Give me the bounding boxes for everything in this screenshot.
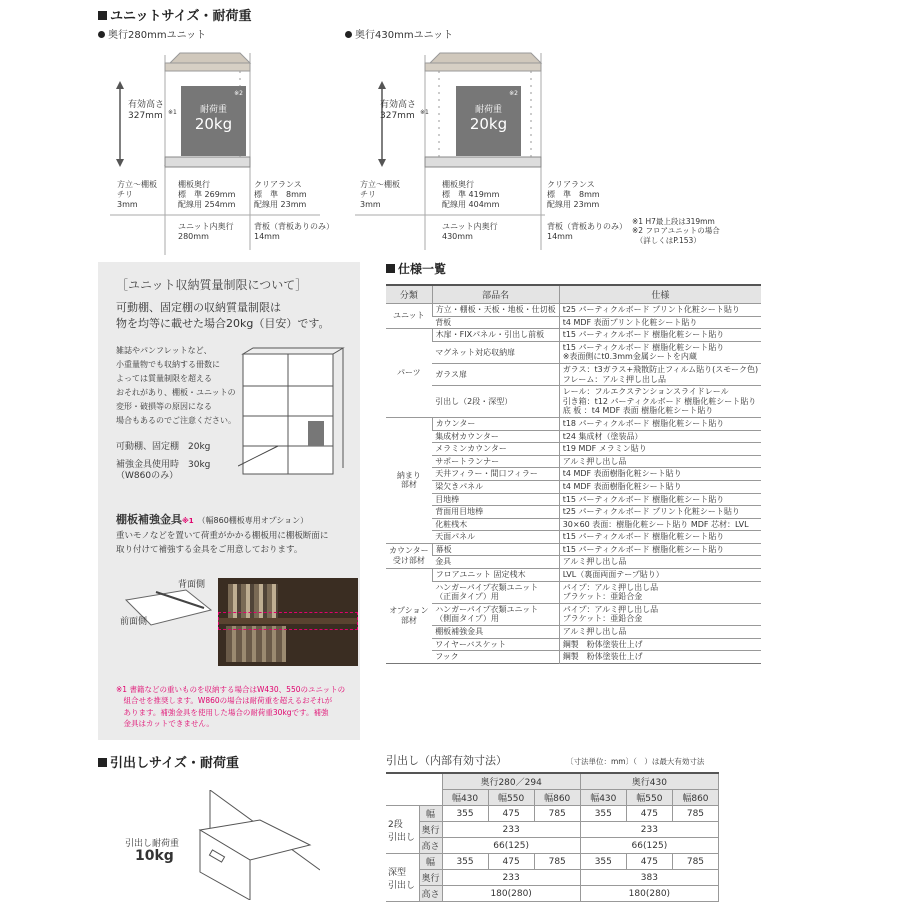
spec-value: アルミ押し出し品	[559, 455, 761, 468]
spec-value: t24 集成材（塗装品）	[559, 430, 761, 443]
spec-part: フック	[432, 651, 559, 664]
bookshelf-illustration	[238, 346, 348, 481]
table-row	[386, 651, 761, 664]
section-title-drawer: 引出しサイズ・耐荷重	[98, 752, 239, 771]
circle-bullet-icon	[345, 31, 352, 38]
depth-430-label: 奥行430mmユニット	[345, 26, 453, 41]
table-row: 深型 引出し 幅 355 475 785 355 475 785	[386, 854, 719, 870]
spec-value: t15 パーティクルボード 樹脂化粧シート貼り	[559, 543, 761, 556]
table-row	[386, 430, 761, 443]
drawer-table-unit: 〔寸法単位：mm〕（ ）は最大有効寸法	[566, 757, 705, 766]
table-row: 奥行 233 233	[386, 822, 719, 838]
shelf-depth: 棚板奥行 標 準 419mm 配線用 404mm	[442, 180, 500, 209]
spec-value: t15 パーティクルボード 樹脂化粧シート貼り ※表面側にt0.3mm金属シートを内蔵	[559, 341, 761, 363]
effective-height-label: 有効高さ 327mm	[380, 100, 417, 122]
spec-value: アルミ押し出し品	[559, 556, 761, 569]
footnotes: ※1 H7最上段は319mm ※2 フロアユニットの場合 （詳しくはP.153）	[632, 217, 720, 245]
square-bullet-icon	[98, 11, 107, 20]
spec-value: t25 パーティクルボード プリント化粧シート貼り	[559, 304, 761, 317]
spec-value: パイプ：アルミ押し出し品 ブラケット：亜鉛合金	[559, 581, 761, 603]
spec-value: 30×60 表面：樹脂化粧シート貼り MDF 芯材：LVL	[559, 518, 761, 531]
spec-value: t19 MDF メラミン貼り	[559, 443, 761, 456]
back-panel: 背板（背板ありのみ） 14mm	[254, 222, 334, 241]
table-row	[386, 443, 761, 456]
back-panel: 背板（背板ありのみ） 14mm	[547, 222, 627, 241]
table-row	[386, 581, 761, 603]
spec-value: t18 パーティクルボード 樹脂化粧シート貼り	[559, 417, 761, 430]
spec-part: 木扉・FIXパネル・引出し前板	[432, 329, 559, 342]
limit-reinforced: 補強金具使用時 30kg （W860のみ）	[116, 460, 211, 482]
warning-note: ※1 書籍などの重いものを収納する場合はW430、550のユニットの 組合せを推奨します。W860の場合は耐荷重を超えるおそれが あります。補強金具を使用した場合の耐荷重30kgです。補強 金具はカットできません。	[116, 685, 346, 728]
spec-value: t15 パーティクルボード 樹脂化粧シート貼り	[559, 329, 761, 342]
square-bullet-icon	[386, 264, 395, 273]
spec-part: 背板	[432, 316, 559, 329]
drawer-table: 奥行280／294 奥行430 幅430 幅550 幅860 幅430 幅550 幅860 2段 引出し 幅 355 475 785 355 475 785 奥行 233 233 高さ 66(125) 66(125) 深型 引出し 幅 355 475 785 355 475 785 奥行 233 383 高さ 180(280) 180(280)	[386, 772, 719, 902]
table-row	[386, 417, 761, 430]
spec-part: 金具	[432, 556, 559, 569]
spec-part: 方立・棚板・天板・地板・仕切板	[432, 304, 559, 317]
spec-part: 天面パネル	[432, 531, 559, 544]
table-row	[386, 386, 761, 418]
spec-value: t4 MDF 表面樹脂化粧シート貼り	[559, 480, 761, 493]
section-title-specs: 仕様一覧	[386, 260, 446, 277]
circle-bullet-icon	[98, 31, 105, 38]
table-row: 高さ 180(280) 180(280)	[386, 886, 719, 902]
spec-table: 分類 部品名 仕様 ユニット 方立・棚板・天板・地板・仕切板 t25 パーティクルボード プリント化粧シート貼り 背板 t4 MDF 表面プリント化粧シート貼り パーツ 木扉・FIXパネル・引出し前板 t15 パーティクルボード 樹脂化粧シート貼り マグネット対応収納扉 t15 パーティクルボード 樹脂化粧シート貼り ※表面側にt0.3mm金属シートを内蔵 ガラス扉 ガラス：t3ガラス+飛散防止フィルム貼り(スモーク色) フレーム：アルミ押し出し品 引出し（2段・深型） レール：フルエクステンションスライドレール 引き箱：t12 パーティクルボード 樹脂化粧シート貼り 底 板 ：t4 MDF 表面 樹脂化粧シート貼り 納まり 部材 カウンター t18 パーティクルボード 樹脂化粧シート貼り 集成材カウンター t24 集成材（塗装品） メラミンカウンター t19 MDF メラミン貼り サポートランナー アルミ押し出し品 天井フィラー・間口フィラー t4 MDF 表面樹脂化粧シート貼り 梁欠きパネル t4 MDF 表面樹脂化粧シート貼り 目地棒 t15 パーティクルボード 樹脂化粧シート貼り 背面用目地棒 t25 パーティクルボード プリント化粧シート貼り 化粧桟木 30×60 表面：樹脂化粧シート貼り MDF 芯材：LVL 天面パネル t15 パーティクルボード 樹脂化粧シート貼り カウンター 受け部材 幕板 t15 パーティクルボード 樹脂化粧シート貼り 金具 アルミ押し出し品 オプション 部材 フロアユニット 固定桟木 LVL（裏面両面テープ貼り） ハンガーパイプ衣類ユニット （正面タイプ）用 パイプ：アルミ押し出し品 ブラケット：亜鉛合金 ハンガーパイプ衣類ユニット （側面タイプ）用 パイプ：アルミ押し出し品 ブラケット：亜鉛合金 棚板補強金具 アルミ押し出し品 ワイヤーバスケット 鋼製 粉体塗装仕上げ フック 鋼製 粉体塗装仕上げ	[386, 284, 761, 664]
spec-part: 幕板	[432, 543, 559, 556]
spec-value: t15 パーティクルボード 樹脂化粧シート貼り	[559, 493, 761, 506]
drawer-illustration	[170, 790, 320, 900]
spec-part: 引出し（2段・深型）	[432, 386, 559, 418]
table-row: 奥行 233 383	[386, 870, 719, 886]
spec-value: t15 パーティクルボード 樹脂化粧シート貼り	[559, 531, 761, 544]
square-bullet-icon	[98, 758, 107, 767]
bookshelf-photo	[218, 578, 358, 666]
reinforcement-title: 棚板補強金具※1 （幅860棚板専用オプション）	[116, 513, 309, 526]
clearance-back: クリアランス 標 準 8mm 配線用 23mm	[254, 180, 307, 209]
spec-part: カウンター	[432, 417, 559, 430]
spec-part: ワイヤーバスケット	[432, 638, 559, 651]
table-row	[386, 468, 761, 481]
spec-part: 梁欠きパネル	[432, 480, 559, 493]
table-row	[386, 480, 761, 493]
spec-value: レール：フルエクステンションスライドレール 引き箱：t12 パーティクルボード 樹脂化粧シート貼り 底 板 ：t4 MDF 表面 樹脂化粧シート貼り	[559, 386, 761, 418]
spec-category: パーツ	[386, 329, 432, 418]
spec-value: 鋼製 粉体塗装仕上げ	[559, 651, 761, 664]
shelf-depth: 棚板奥行 標 準 269mm 配線用 254mm	[178, 180, 236, 209]
drawer-load-value: 10kg	[135, 848, 174, 864]
table-row	[386, 304, 761, 317]
clearance-front: 方立〜棚板 チリ 3mm	[117, 180, 157, 209]
clearance-back: クリアランス 標 準 8mm 配線用 23mm	[547, 180, 600, 209]
spec-value: パイプ：アルミ押し出し品 ブラケット：亜鉛合金	[559, 603, 761, 625]
clearance-front: 方立〜棚板 チリ 3mm	[360, 180, 400, 209]
spec-category: ユニット	[386, 304, 432, 329]
spec-value: t25 パーティクルボード プリント化粧シート貼り	[559, 506, 761, 519]
table-row	[386, 518, 761, 531]
table-row	[386, 493, 761, 506]
spec-value: ガラス：t3ガラス+飛散防止フィルム貼り(スモーク色) フレーム：アルミ押し出し品	[559, 363, 761, 385]
load-box: 耐荷重 ※2 20kg	[181, 86, 246, 156]
spec-part: 背面用目地棒	[432, 506, 559, 519]
panel-title: ［ユニット収納質量制限について］	[116, 278, 308, 292]
table-row	[386, 506, 761, 519]
table-row	[386, 329, 761, 342]
spec-category: 納まり 部材	[386, 417, 432, 543]
spec-value: t4 MDF 表面樹脂化粧シート貼り	[559, 468, 761, 481]
table-row	[386, 531, 761, 544]
spec-part: ハンガーパイプ衣類ユニット （正面タイプ）用	[432, 581, 559, 603]
spec-value: アルミ押し出し品	[559, 626, 761, 639]
table-row	[386, 556, 761, 569]
table-row	[386, 543, 761, 556]
table-row	[386, 363, 761, 385]
spec-part: ハンガーパイプ衣類ユニット （側面タイプ）用	[432, 603, 559, 625]
height-note-marker: ※1	[168, 109, 177, 116]
spec-value: t4 MDF 表面プリント化粧シート貼り	[559, 316, 761, 329]
spec-part: フロアユニット 固定桟木	[432, 569, 559, 582]
spec-part: メラミンカウンター	[432, 443, 559, 456]
table-row	[386, 455, 761, 468]
spec-category: オプション 部材	[386, 569, 432, 664]
spec-part: 天井フィラー・間口フィラー	[432, 468, 559, 481]
storage-limit-panel	[98, 262, 360, 740]
limit-standard: 可動棚、固定棚 20kg	[116, 442, 211, 452]
section-title-unit-size: ユニットサイズ・耐荷重	[98, 5, 251, 24]
spec-part: ガラス扉	[432, 363, 559, 385]
drawer-table-title: 引出し（内部有効寸法）	[386, 754, 507, 767]
table-row: 高さ 66(125) 66(125)	[386, 838, 719, 854]
table-row	[386, 638, 761, 651]
table-row	[386, 316, 761, 329]
load-box: 耐荷重 ※2 20kg	[456, 86, 521, 156]
spec-value: 鋼製 粉体塗装仕上げ	[559, 638, 761, 651]
drawer-load-label: 引出し耐荷重	[125, 839, 180, 849]
spec-part: 棚板補強金具	[432, 626, 559, 639]
front-side-label: 前面側	[120, 617, 148, 627]
effective-height-label: 有効高さ 327mm	[128, 100, 165, 122]
reinforcement-body: 重いモノなどを置いて荷重がかかる棚板用に棚板断面に 取り付けて補強する金具をご用意しております。	[116, 531, 329, 555]
table-row	[386, 341, 761, 363]
height-note-marker: ※1	[420, 109, 429, 116]
spec-part: 化粧桟木	[432, 518, 559, 531]
table-row: 2段 引出し 幅 355 475 785 355 475 785	[386, 806, 719, 822]
panel-body: 雑誌やパンフレットなど、 小重量物でも収納する冊数に よっては質量制限を超える おそれがあり、棚板・ユニットの 変形・破損等の原因になる 場合もあるのでご注意ください。	[116, 346, 236, 425]
panel-lead: 可動棚、固定棚の収納質量制限は 物を均等に載せた場合20kg（目安）です。	[116, 301, 330, 330]
back-side-label: 背面側	[178, 580, 206, 590]
spec-value: LVL（裏面両面テープ貼り）	[559, 569, 761, 582]
spec-part: サポートランナー	[432, 455, 559, 468]
depth-280-label: 奥行280mmユニット	[98, 26, 206, 41]
table-row	[386, 626, 761, 639]
spec-part: 目地棒	[432, 493, 559, 506]
table-row	[386, 569, 761, 582]
inner-depth: ユニット内奥行 280mm	[178, 222, 234, 241]
inner-depth: ユニット内奥行 430mm	[442, 222, 498, 241]
spec-part: マグネット対応収納扉	[432, 341, 559, 363]
table-row	[386, 603, 761, 625]
spec-part: 集成材カウンター	[432, 430, 559, 443]
spec-category: カウンター 受け部材	[386, 543, 432, 568]
